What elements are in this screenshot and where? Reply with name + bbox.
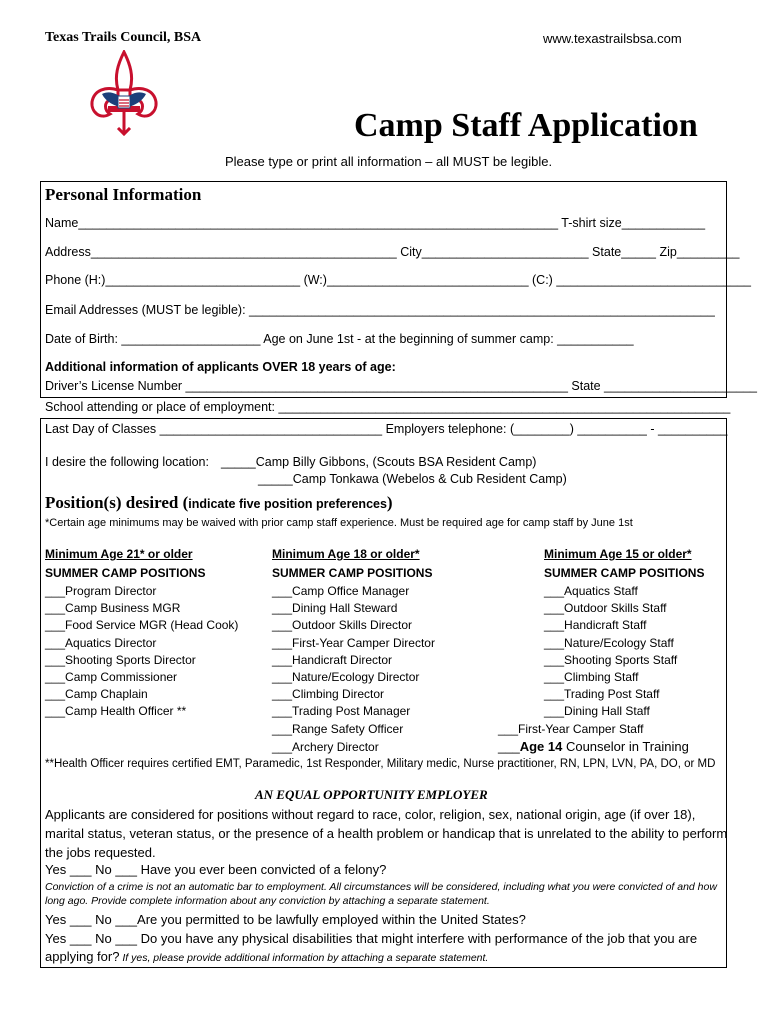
positions-heading: Position(s) desired (indicate five position preferences) bbox=[45, 493, 393, 512]
eoe-text-line: Applicants are considered for positions without regard to race, color, religion, sex, national origin, age (if over 18), bbox=[45, 807, 696, 822]
felony-note: long ago. Provide complete information about any conviction by attaching a separate statement. bbox=[45, 895, 490, 907]
list-item[interactable]: ___Trading Post Manager bbox=[272, 704, 411, 718]
name-field[interactable]: Name_____________________________________________________________________ T-shirt size____________ bbox=[45, 216, 706, 230]
list-item[interactable]: ___First-Year Camper Director bbox=[272, 636, 435, 650]
health-officer-note: **Health Officer requires certified EMT, Paramedic, 1st Responder, Military medic, Nurse practitioner, RN, LPN, LVN, PA, DO, or MD bbox=[45, 758, 716, 770]
list-item[interactable]: ___Camp Commissioner bbox=[45, 670, 178, 684]
list-item[interactable]: ___Archery Director bbox=[272, 740, 379, 754]
list-item[interactable]: ___Aquatics Staff bbox=[544, 584, 638, 598]
list-item[interactable]: ___Handicraft Staff bbox=[544, 618, 647, 632]
lawful-employment-question[interactable]: Yes ___ No ___Are you permitted to be lawfully employed within the United States? bbox=[45, 912, 526, 927]
council-name: Texas Trails Council, BSA bbox=[45, 30, 202, 45]
list-item[interactable]: ___Dining Hall Staff bbox=[544, 704, 650, 718]
fleur-de-lis-logo-icon bbox=[88, 50, 160, 136]
age-waiver-note: *Certain age minimums may be waived with prior camp staff experience. Must be required age for camp staff by June 1st bbox=[45, 517, 633, 529]
over18-heading: Additional information of applicants OVER 18 years of age: bbox=[45, 360, 396, 374]
list-item[interactable]: ___Dining Hall Steward bbox=[272, 601, 398, 615]
list-item[interactable]: ___Handicraft Director bbox=[272, 653, 393, 667]
personal-info-heading: Personal Information bbox=[45, 185, 202, 204]
list-item[interactable]: ___Camp Chaplain bbox=[45, 687, 148, 701]
location-prompt: I desire the following location: bbox=[45, 455, 209, 469]
council-url: www.texastrailsbsa.com bbox=[543, 31, 682, 46]
page-subtitle: Please type or print all information – all MUST be legible. bbox=[225, 154, 553, 169]
cit-option[interactable]: ___Age 14 Counselor in Training bbox=[498, 739, 689, 754]
location-option-tonkawa[interactable]: _____Camp Tonkawa (Webelos & Cub Resident Camp) bbox=[258, 472, 567, 486]
list-item[interactable]: ___Climbing Staff bbox=[544, 670, 639, 684]
list-item[interactable]: ___Climbing Director bbox=[272, 687, 385, 701]
col1-label: SUMMER CAMP POSITIONS bbox=[45, 566, 206, 580]
list-item[interactable]: ___First-Year Camper Staff bbox=[498, 722, 644, 736]
list-item[interactable]: ___Food Service MGR (Head Cook) bbox=[45, 618, 239, 632]
email-field[interactable]: Email Addresses (MUST be legible): ___________________________________________________________________ bbox=[45, 303, 715, 317]
eoe-heading: AN EQUAL OPPORTUNITY EMPLOYER bbox=[255, 787, 488, 802]
col3-label: SUMMER CAMP POSITIONS bbox=[544, 566, 705, 580]
eoe-text-line: marital status, veteran status, or the presence of a health problem or handicap that is unrelated to the ability to perform bbox=[45, 826, 728, 841]
dob-field[interactable]: Date of Birth: ____________________ Age on June 1st - at the beginning of summer camp: ___________ bbox=[45, 332, 634, 346]
list-item[interactable]: ___Camp Health Officer ** bbox=[45, 704, 187, 718]
list-item[interactable]: ___Outdoor Skills Staff bbox=[544, 601, 667, 615]
list-item[interactable]: ___Range Safety Officer bbox=[272, 722, 404, 736]
address-field[interactable]: Address____________________________________________ City________________________ State_____ Zip_________ bbox=[45, 245, 740, 259]
list-item[interactable]: ___Camp Business MGR bbox=[45, 601, 181, 615]
school-field[interactable]: School attending or place of employment: _________________________________________________________________ bbox=[45, 400, 731, 414]
disability-question-cont: applying for? If yes, please provide additional information by attaching a separate statement. bbox=[45, 949, 489, 964]
disability-question[interactable]: Yes ___ No ___ Do you have any physical disabilities that might interfere with performance of the job that you are bbox=[45, 931, 698, 946]
felony-question[interactable]: Yes ___ No ___ Have you ever been convicted of a felony? bbox=[45, 862, 387, 877]
license-field[interactable]: Driver’s License Number _______________________________________________________ State ______________________ bbox=[45, 379, 757, 393]
eoe-text-line: the jobs requested. bbox=[45, 845, 156, 860]
col2-age: Minimum Age 18 or older* bbox=[272, 547, 420, 561]
felony-note: Conviction of a crime is not an automatic bar to employment. All circumstances will be considered, including what you were convicted of and how bbox=[45, 881, 717, 893]
list-item[interactable]: ___Nature/Ecology Director bbox=[272, 670, 420, 684]
col3-age: Minimum Age 15 or older* bbox=[544, 547, 692, 561]
classes-field[interactable]: Last Day of Classes ________________________________ Employers telephone: (________) __________ - __________ bbox=[45, 422, 728, 436]
list-item[interactable]: ___Shooting Sports Director bbox=[45, 653, 196, 667]
list-item[interactable]: ___Aquatics Director bbox=[45, 636, 157, 650]
list-item[interactable]: ___Program Director bbox=[45, 584, 157, 598]
col1-age: Minimum Age 21* or older bbox=[45, 547, 193, 561]
phone-field[interactable]: Phone (H:)____________________________ (W:)_____________________________ (C:) ____________________________ bbox=[45, 273, 751, 287]
list-item[interactable]: ___Camp Office Manager bbox=[272, 584, 410, 598]
list-item[interactable]: ___Outdoor Skills Director bbox=[272, 618, 413, 632]
col2-label: SUMMER CAMP POSITIONS bbox=[272, 566, 433, 580]
list-item[interactable]: ___Shooting Sports Staff bbox=[544, 653, 678, 667]
location-option-gibbons[interactable]: _____Camp Billy Gibbons, (Scouts BSA Resident Camp) bbox=[221, 455, 537, 469]
page-title: Camp Staff Application bbox=[354, 107, 698, 144]
list-item[interactable]: ___Trading Post Staff bbox=[544, 687, 660, 701]
list-item[interactable]: ___Nature/Ecology Staff bbox=[544, 636, 674, 650]
